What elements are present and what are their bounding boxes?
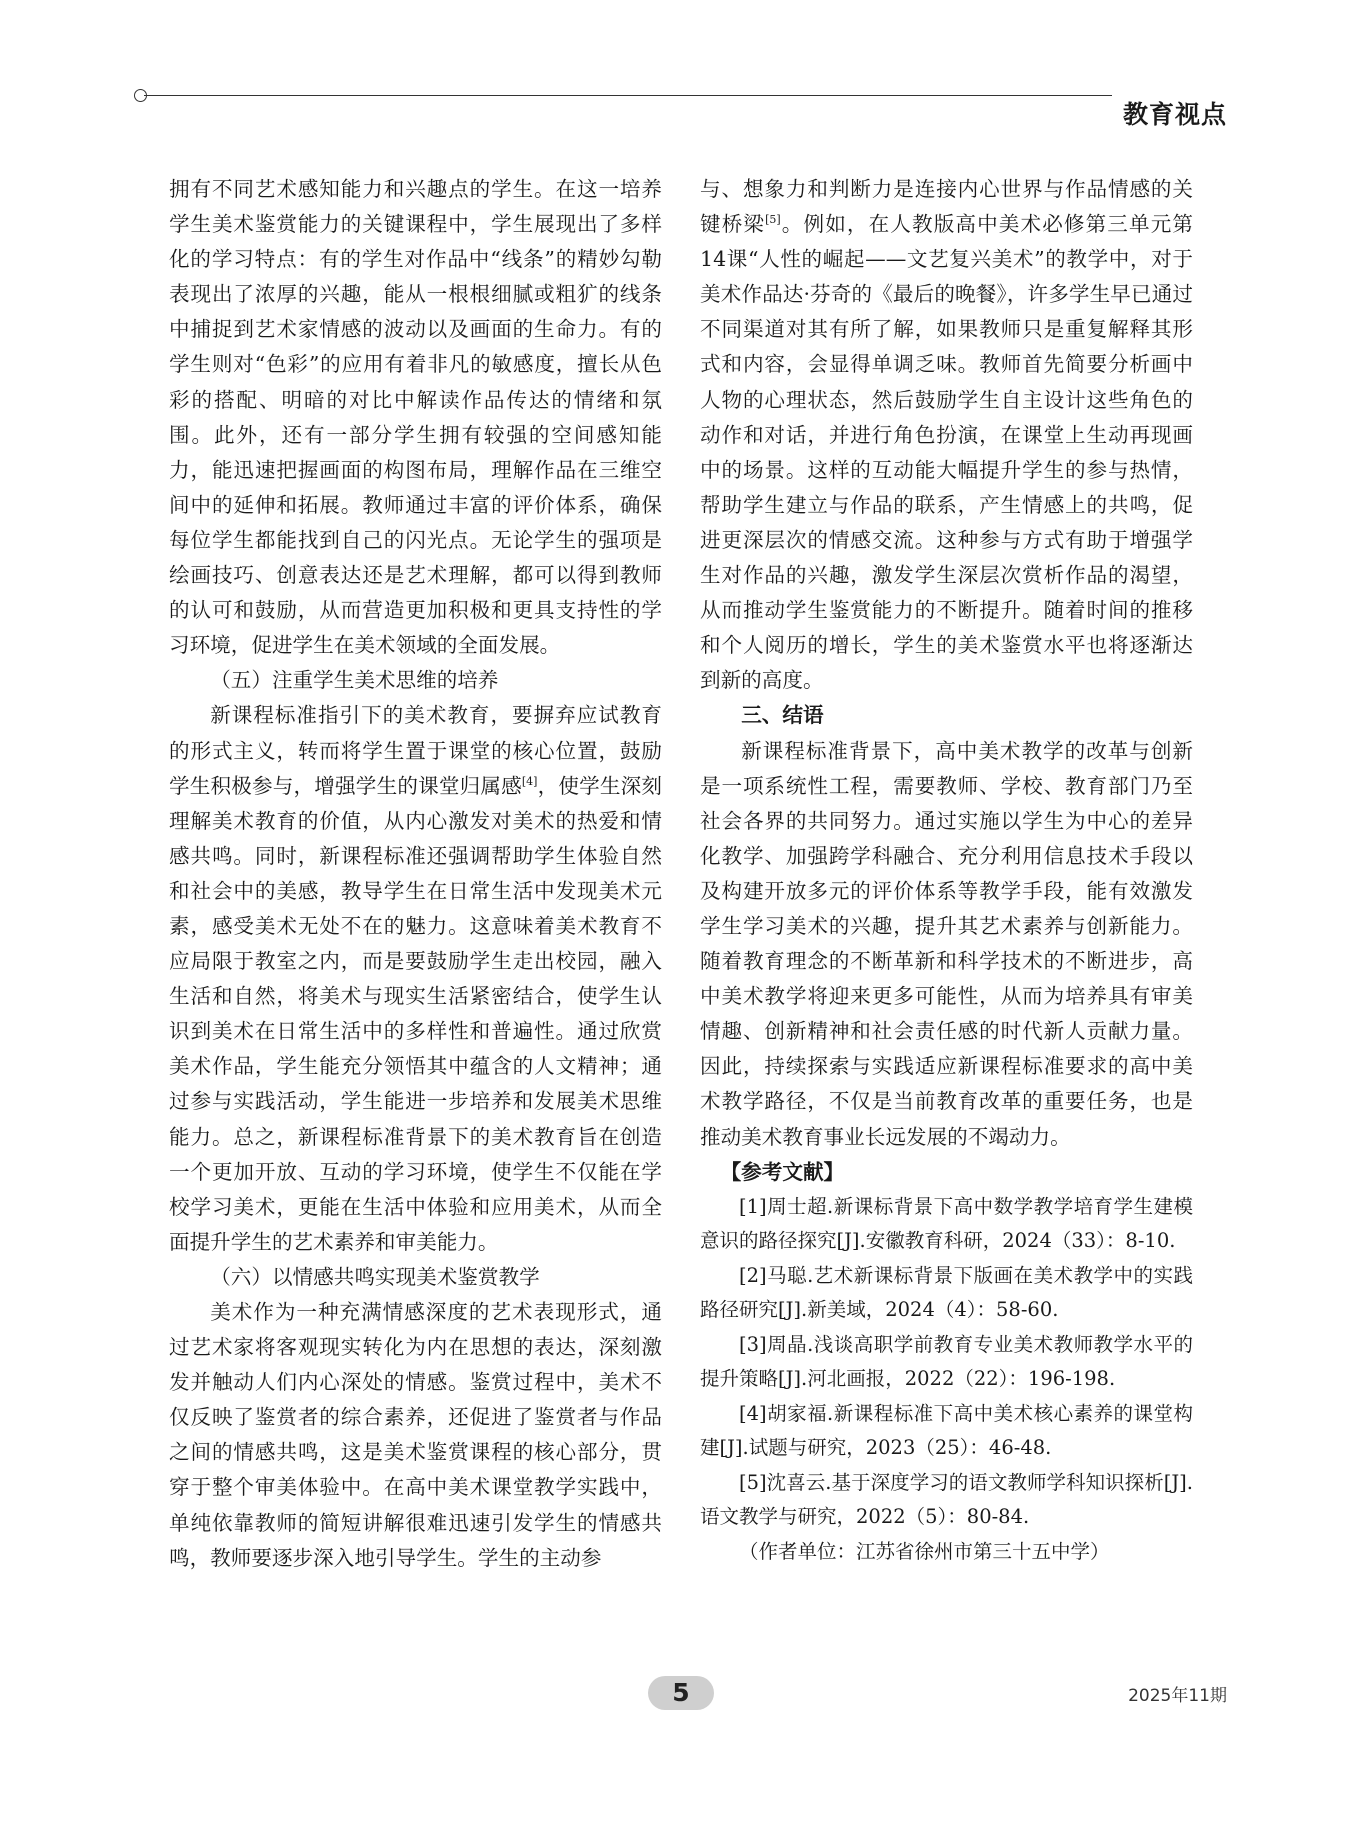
- subheading-5: （五）注重学生美术思维的培养: [210, 668, 499, 693]
- subheading-6: （六）以情感共鸣实现美术鉴赏教学: [210, 1264, 540, 1289]
- header-rule: [144, 95, 1112, 96]
- references-title: 【参考文献】: [720, 1159, 845, 1184]
- paragraph: 与、想象力和判断力是连接内心世界与作品情感的关键桥梁[5]。例如，在人教版高中美术必修第三单元第14课“人性的崛起——文艺复兴美术”的教学中，对于美术作品达·芬奇的《最后的晚餐》，许多学生早已通过不同渠道对其有所了解，如果教师只是重复解释其形式和内容，会显得单调乏味。教师首先简要分析画中人物的心理状态，然后鼓励学生自主设计这些角色的动作和对话，并进行角色扮演，在课堂上生动再现画中的场景。这样的互动能大幅提升学生的参与热情，帮助学生建立与作品的联系，产生情感上的共鸣，促进更深层次的情感交流。这种参与方式有助于增强学生对作品的兴趣，激发学生深层次赏析作品的渴望，从而推动学生鉴赏能力的不断提升。随着时间的推移和个人阅历的增长，学生的美术鉴赏水平也将逐渐达到新的高度。: [700, 177, 1194, 693]
- citation: [5]: [765, 213, 781, 227]
- paragraph: 美术作为一种充满情感深度的艺术表现形式，通过艺术家将客观现实转化为内在思想的表达，深刻激发并触动人们内心深处的情感。鉴赏过程中，美术不仅反映了鉴赏者的综合素养，还促进了鉴赏者与作品之间的情感共鸣，这是美术鉴赏课程的核心部分，贯穿于整个审美体验中。在高中美术课堂教学实践中，单纯依靠教师的简短讲解很难迅速引发学生的情感共鸣，教师要逐步深入地引导学生。学生的主动参: [169, 1300, 662, 1570]
- citation: [4]: [521, 774, 538, 788]
- section-label: 教育视点: [1122, 100, 1227, 129]
- reference-item: [4]胡家福.新课程标准下高中美术核心素养的课堂构建[J].试题与研究，2023（25）：46-48.: [700, 1401, 1193, 1460]
- section-heading-conclusion: 三、结语: [741, 703, 824, 728]
- author-affiliation: （作者单位：江苏省徐州市第三十五中学）: [739, 1539, 1110, 1563]
- reference-item: [1]周士超.新课标背景下高中数学教学培育学生建模意识的路径探究[J].安徽教育科研，2024（33）：8-10.: [700, 1194, 1193, 1253]
- reference-item: [5]沈喜云.基于深度学习的语文教师学科知识探析[J].语文教学与研究，2022（5）：80-84.: [700, 1470, 1193, 1529]
- right-column: [700, 172, 1193, 1569]
- paragraph: 新课程标准背景下，高中美术教学的改革与创新是一项系统性工程，需要教师、学校、教育部门乃至社会各界的共同努力。通过实施以学生为中心的差异化教学、加强跨学科融合、充分利用信息技术手段以及构建开放多元的评价体系等教学手段，能有效激发学生学习美术的兴趣，提升其艺术素养与创新能力。随着教育理念的不断革新和科学技术的不断进步，高中美术教学将迎来更多可能性，从而为培养具有审美情趣、创新精神和社会责任感的时代新人贡献力量。因此，持续探索与实践适应新课程标准要求的高中美术教学路径，不仅是当前教育改革的重要任务，也是推动美术教育事业长远发展的不竭动力。: [700, 738, 1193, 1149]
- reference-item: [3]周晶.浅谈高职学前教育专业美术教师教学水平的提升策略[J].河北画报，2022（22）：196-198.: [700, 1332, 1193, 1391]
- page-number: 5: [648, 1676, 714, 1710]
- left-column: [169, 172, 662, 1576]
- issue-label: 2025年11期: [1128, 1686, 1227, 1706]
- reference-item: [2]马聪.艺术新课标背景下版画在美术教学中的实践路径研究[J].新美域，2024（4）：58-60.: [700, 1263, 1193, 1322]
- paragraph: 拥有不同艺术感知能力和兴趣点的学生。在这一培养学生美术鉴赏能力的关键课程中，学生展现出了多样化的学习特点：有的学生对作品中“线条”的精妙勾勒表现出了浓厚的兴趣，能从一根根细腻或粗犷的线条中捕捉到艺术家情感的波动以及画面的生命力。有的学生则对“色彩”的应用有着非凡的敏感度，擅长从色彩的搭配、明暗的对比中解读作品传达的情绪和氛围。此外，还有一部分学生拥有较强的空间感知能力，能迅速把握画面的构图布局，理解作品在三维空间中的延伸和拓展。教师通过丰富的评价体系，确保每位学生都能找到自己的闪光点。无论学生的强项是绘画技巧、创意表达还是艺术理解，都可以得到教师的认可和鼓励，从而营造更加积极和更具支持性的学习环境，促进学生在美术领域的全面发展。: [169, 177, 662, 658]
- paragraph: 新课程标准指引下的美术教育，要摒弃应试教育的形式主义，转而将学生置于课堂的核心位置，鼓励学生积极参与，增强学生的课堂归属感[4]，使学生深刻理解美术教育的价值，从内心激发对美术的热爱和情感共鸣。同时，新课程标准还强调帮助学生体验自然和社会中的美感，教导学生在日常生活中发现美术元素，感受美术无处不在的魅力。这意味着美术教育不应局限于教室之内，而是要鼓励学生走出校园，融入生活和自然，将美术与现实生活紧密结合，使学生认识到美术在日常生活中的多样性和普遍性。通过欣赏美术作品，学生能充分领悟其中蕴含的人文精神；通过参与实践活动，学生能进一步培养和发展美术思维能力。总之，新课程标准背景下的美术教育旨在创造一个更加开放、互动的学习环境，使学生不仅能在学校学习美术，更能在生活中体验和应用美术，从而全面提升学生的艺术素养和审美能力。: [169, 703, 663, 1254]
